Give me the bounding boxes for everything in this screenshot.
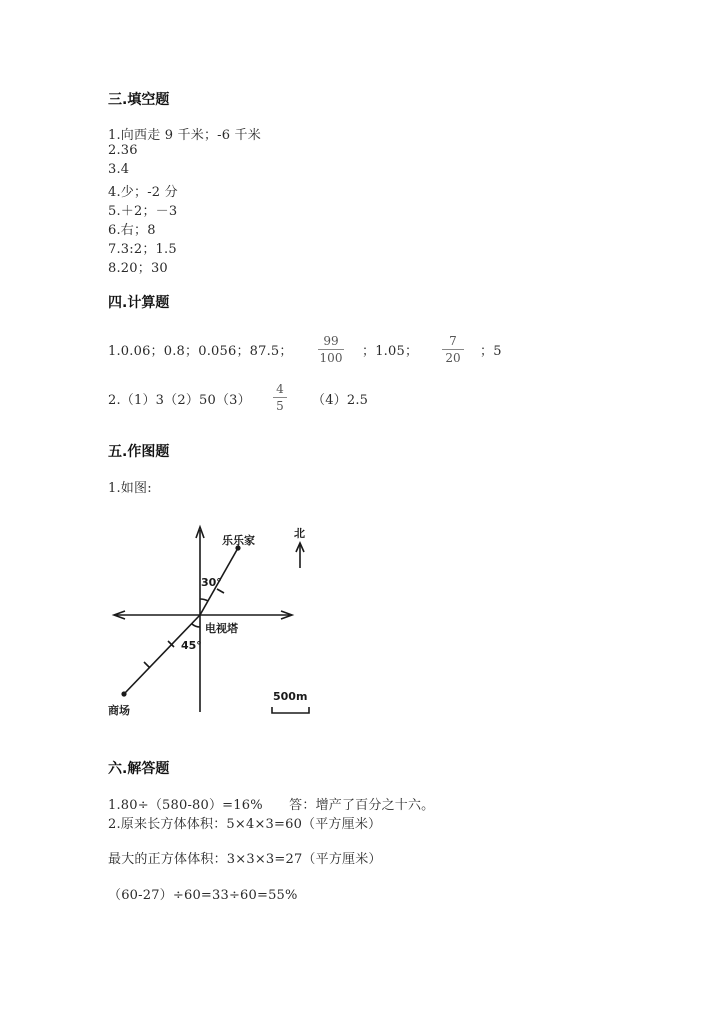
calc-answer-2-part1: 2.（1）3（2）50（3）: [108, 393, 251, 408]
section-4-heading: 四.计算题: [108, 295, 170, 311]
mall-ray-tick-2: [144, 662, 150, 668]
fraction-denominator: 20: [445, 351, 461, 365]
fraction-denominator: 5: [276, 399, 284, 413]
fill-answer-6: 6.右；8: [108, 223, 156, 238]
fill-answer-3: 3.4: [108, 162, 130, 177]
home-ray-tick: [217, 589, 224, 593]
home-label: 乐乐家: [222, 534, 255, 547]
tower-label: 电视塔: [205, 622, 238, 635]
angle-arc-bottom: [192, 624, 200, 627]
mall-ray: [124, 615, 200, 694]
section-6-heading: 六.解答题: [108, 761, 170, 777]
angle-45-label: 45°: [181, 639, 202, 652]
mall-label: 商场: [108, 704, 130, 717]
mall-point: [121, 691, 126, 696]
fill-answer-2: 2.36: [108, 143, 138, 158]
fraction-numerator: 7: [449, 334, 457, 348]
scale-label: 500m: [273, 690, 308, 703]
fill-answer-1: 1.向西走 9 千米；-6 千米: [108, 128, 261, 143]
section-5-heading: 五.作图题: [108, 444, 170, 460]
solution-line-2: 2.原来长方体体积：5×4×3=60（平方厘米）: [108, 817, 382, 832]
fraction-numerator: 4: [276, 382, 284, 396]
scale-bar: [272, 707, 309, 713]
fill-answer-4: 4.少；-2 分: [108, 185, 178, 200]
angle-arc-top: [200, 599, 208, 601]
calc-answer-1-part1: 1.0.06；0.8；0.056；87.5；: [108, 344, 293, 359]
calc-answer-1-part3: ；5: [480, 344, 502, 359]
north-label: 北: [294, 527, 305, 540]
solution-line-4: （60-27）÷60=33÷60=55%: [108, 888, 298, 903]
calc-answer-2-part2: （4）2.5: [312, 393, 369, 408]
fill-answer-5: 5.＋2；－3: [108, 204, 178, 219]
calc-answer-1-part2: ；1.05；: [362, 344, 419, 359]
drawing-answer-1: 1.如图:: [108, 481, 152, 496]
fraction-denominator: 100: [319, 351, 343, 365]
angle-30-label: 30°: [201, 576, 222, 589]
solution-line-3: 最大的正方体体积：3×3×3=27（平方厘米）: [108, 852, 382, 867]
fill-answer-8: 8.20；30: [108, 261, 168, 276]
solution-line-1: 1.80÷（580-80）=16% 答：增产了百分之十六。: [108, 798, 435, 813]
section-3-heading: 三.填空题: [108, 92, 170, 108]
fill-answer-7: 7.3:2；1.5: [108, 242, 177, 257]
fraction-numerator: 99: [323, 334, 339, 348]
